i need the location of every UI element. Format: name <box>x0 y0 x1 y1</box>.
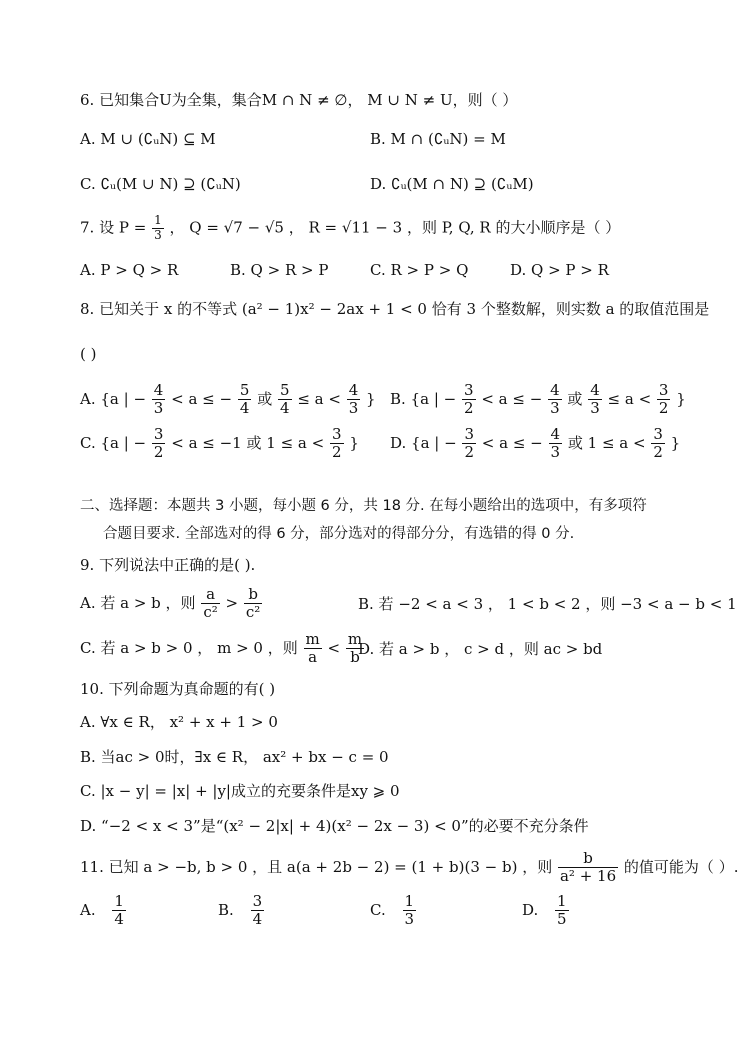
q11-b-label: B. <box>218 900 234 919</box>
q8-c-d2: 2 <box>331 443 342 462</box>
section2-heading-line1: 二、选择题：本题共 3 小题，每小题 6 分，共 18 分. 在每小题给出的选项中，有多项符 <box>80 498 647 514</box>
q7-option-c: C. R > P > Q <box>370 261 469 279</box>
q8-b-t4: } <box>676 389 686 408</box>
q8-stem: 8. 已知关于 x 的不等式 (a² − 1)x² − 2ax + 1 < 0 恰有 3 个整数解，则实数 a 的取值范围是 <box>80 300 710 318</box>
q8-d-d3: 2 <box>653 443 663 462</box>
q8-a-n2: 5 <box>239 381 250 399</box>
q9-stem: 9. 下列说法中正确的是( ). <box>80 556 256 574</box>
q8-a-d2: 4 <box>239 399 250 418</box>
q8-b-n4: 3 <box>658 381 669 399</box>
section2-heading-line2: 合题目要求. 全部选对的得 6 分，部分选对的得部分分，有选错的得 0 分. <box>103 526 575 542</box>
q6-option-d: D. ∁ᵤ(M ∩ N) ⊇ (∁ᵤM) <box>370 175 534 193</box>
q8-d-frac2 <box>549 426 563 462</box>
q8-c-label: C. {a | − <box>80 433 147 452</box>
q9-a-n1: a <box>201 586 219 604</box>
q8-a-n4: 4 <box>348 381 359 399</box>
q8-option-c <box>80 426 359 462</box>
q11-option-c <box>370 893 417 929</box>
q8-a-d4: 3 <box>348 399 359 418</box>
q7-p-den: 3 <box>154 227 162 242</box>
q8-b-t1: < a ≤ − <box>481 389 543 408</box>
q8-option-b <box>390 382 686 418</box>
q11-option-d <box>522 893 570 929</box>
q7-option-b: B. Q > R > P <box>230 261 329 279</box>
q8-d-n3: 3 <box>653 425 663 443</box>
q11-option-a <box>80 893 127 929</box>
q8-option-d <box>390 426 680 462</box>
q8-b-label: B. {a | − <box>390 389 457 408</box>
q8-c-t2: } <box>349 433 359 452</box>
q9-c-d2: b <box>350 648 360 667</box>
q11-stem-post: 的值可能为（ ）. <box>623 857 739 876</box>
q8-c-n2: 3 <box>331 425 342 443</box>
q8-b-frac1 <box>462 382 476 418</box>
q8-c-frac1 <box>152 426 166 462</box>
q8-b-d2: 3 <box>550 399 560 418</box>
q11-stem <box>80 850 738 886</box>
q7-option-a: A. P > Q > R <box>80 261 179 279</box>
q11-b-frac <box>251 893 265 929</box>
q8-d-n2: 4 <box>550 425 561 443</box>
q8-b-n3: 4 <box>590 381 600 399</box>
q8-d-t1: < a ≤ − <box>481 433 543 452</box>
q9-c-frac1 <box>304 631 322 667</box>
q11-c-n: 1 <box>404 892 415 910</box>
q9-a-n2: b <box>244 586 262 604</box>
q8-c-frac2 <box>330 426 344 462</box>
q8-c-n1: 3 <box>153 425 164 443</box>
q10-option-d: D. “−2 < x < 3”是“(x² − 2|x| + 4)(x² − 2x − 3) < 0”的必要不充分条件 <box>80 817 589 835</box>
q9-c-d1: a <box>308 648 318 667</box>
q6-option-c: C. ∁ᵤ(M ∪ N) ⊇ (∁ᵤN) <box>80 175 241 193</box>
q11-d-label: D. <box>522 900 539 919</box>
q9-a-mid: > <box>225 593 239 612</box>
q7-stem-post: ， Q = √7 − √5 ， R = √11 − 3 ，则 P, Q, R 的大小顺序是（ ） <box>169 218 621 237</box>
q8-b-frac2 <box>548 382 562 418</box>
q8-b-t3: ≤ a < <box>607 389 652 408</box>
q11-option-b <box>218 893 265 929</box>
q10-option-b: B. 当ac > 0时，∃x ∈ R， ax² + bx − c = 0 <box>80 748 389 766</box>
q11-d-d: 5 <box>557 910 567 929</box>
q8-a-label: A. {a | − <box>80 389 147 408</box>
q9-a-frac1 <box>201 586 219 622</box>
q11-b-n: 3 <box>252 892 263 910</box>
q8-d-n1: 3 <box>464 425 475 443</box>
q9-a-d1: c² <box>203 603 218 622</box>
q11-f-den: a² + 16 <box>559 867 617 886</box>
q9-a-frac2 <box>244 586 262 622</box>
q8-d-t2: 或 1 ≤ a < <box>567 433 646 452</box>
q6-option-a: A. M ∪ (∁ᵤN) ⊆ M <box>80 130 216 148</box>
q8-a-n3: 5 <box>279 381 290 399</box>
q8-d-frac1 <box>462 426 476 462</box>
q8-paren: ( ) <box>80 345 97 363</box>
q8-a-t3: ≤ a < <box>297 389 341 408</box>
q8-a-t2: 或 <box>257 389 273 408</box>
q9-option-a <box>80 586 263 622</box>
q11-d-frac <box>555 893 569 929</box>
q8-b-n1: 3 <box>464 381 474 399</box>
q11-c-frac <box>403 893 417 929</box>
q8-d-frac3 <box>651 426 665 462</box>
q8-b-d1: 2 <box>464 399 474 418</box>
q8-option-a <box>80 382 376 418</box>
q8-d-d2: 3 <box>550 443 561 462</box>
q6-stem: 6. 已知集合U为全集，集合M ∩ N ≠ ∅， M ∪ N ≠ U，则（ ） <box>80 91 518 109</box>
q8-b-d4: 2 <box>658 399 669 418</box>
q8-a-t1: < a ≤ − <box>171 389 233 408</box>
q9-a-d2: c² <box>245 603 261 622</box>
q8-b-frac3 <box>588 382 602 418</box>
q8-b-t2: 或 <box>567 389 583 408</box>
q11-c-d: 3 <box>404 910 415 929</box>
q8-d-d1: 2 <box>464 443 475 462</box>
q8-a-frac1 <box>152 382 166 418</box>
q7-stem <box>80 214 620 243</box>
q9-option-b: B. 若 −2 < a < 3 ， 1 < b < 2 ，则 −3 < a − b < 1 <box>358 595 737 613</box>
q11-c-label: C. <box>370 900 386 919</box>
q8-a-t4: } <box>366 389 376 408</box>
q7-option-d: D. Q > P > R <box>510 261 609 279</box>
q11-a-n: 1 <box>114 892 124 910</box>
q9-c-mid: < <box>327 638 341 657</box>
q8-a-d1: 3 <box>153 399 164 418</box>
q9-option-d: D. 若 a > b ， c > d ，则 ac > bd <box>358 640 603 658</box>
q7-p-num: 1 <box>154 213 162 227</box>
q8-c-d1: 2 <box>153 443 164 462</box>
q9-c-n1: m <box>305 630 320 648</box>
q7-stem-pre: 7. 设 P = <box>80 218 147 237</box>
q9-c-n2: m <box>347 630 363 648</box>
q8-a-frac3 <box>278 382 292 418</box>
q8-b-n2: 4 <box>550 381 560 399</box>
q11-a-d: 4 <box>114 910 124 929</box>
q8-a-n1: 4 <box>153 381 164 399</box>
q11-a-frac <box>112 893 126 929</box>
q9-option-c <box>80 631 365 667</box>
q10-stem: 10. 下列命题为真命题的有( ) <box>80 680 276 698</box>
q8-d-t3: } <box>670 433 681 452</box>
q7-p-fraction <box>152 214 164 243</box>
q8-a-frac2 <box>238 382 252 418</box>
q11-d-n: 1 <box>557 892 567 910</box>
q11-stem-pre: 11. 已知 a > −b, b > 0 ，且 a(a + 2b − 2) = (1 + b)(3 − b) ，则 <box>80 857 553 876</box>
q8-b-frac4 <box>657 382 671 418</box>
q9-c-pre: C. 若 a > b > 0 ， m > 0 ，则 <box>80 638 298 657</box>
q8-a-d3: 4 <box>279 399 290 418</box>
q10-option-a: A. ∀x ∈ R， x² + x + 1 > 0 <box>80 713 278 731</box>
q8-b-d3: 3 <box>590 399 600 418</box>
q8-d-label: D. {a | − <box>390 433 457 452</box>
q10-option-c: C. |x − y| = |x| + |y|成立的充要条件是xy ⩾ 0 <box>80 782 400 800</box>
q8-c-t1: < a ≤ −1 或 1 ≤ a < <box>171 433 325 452</box>
q11-b-d: 4 <box>252 910 263 929</box>
q11-fraction <box>558 850 618 886</box>
q8-a-frac4 <box>347 382 361 418</box>
q9-a-pre: A. 若 a > b ，则 <box>80 593 196 612</box>
q11-a-label: A. <box>80 900 96 919</box>
q6-option-b: B. M ∩ (∁ᵤN) = M <box>370 130 506 148</box>
q11-f-num: b <box>558 850 618 868</box>
